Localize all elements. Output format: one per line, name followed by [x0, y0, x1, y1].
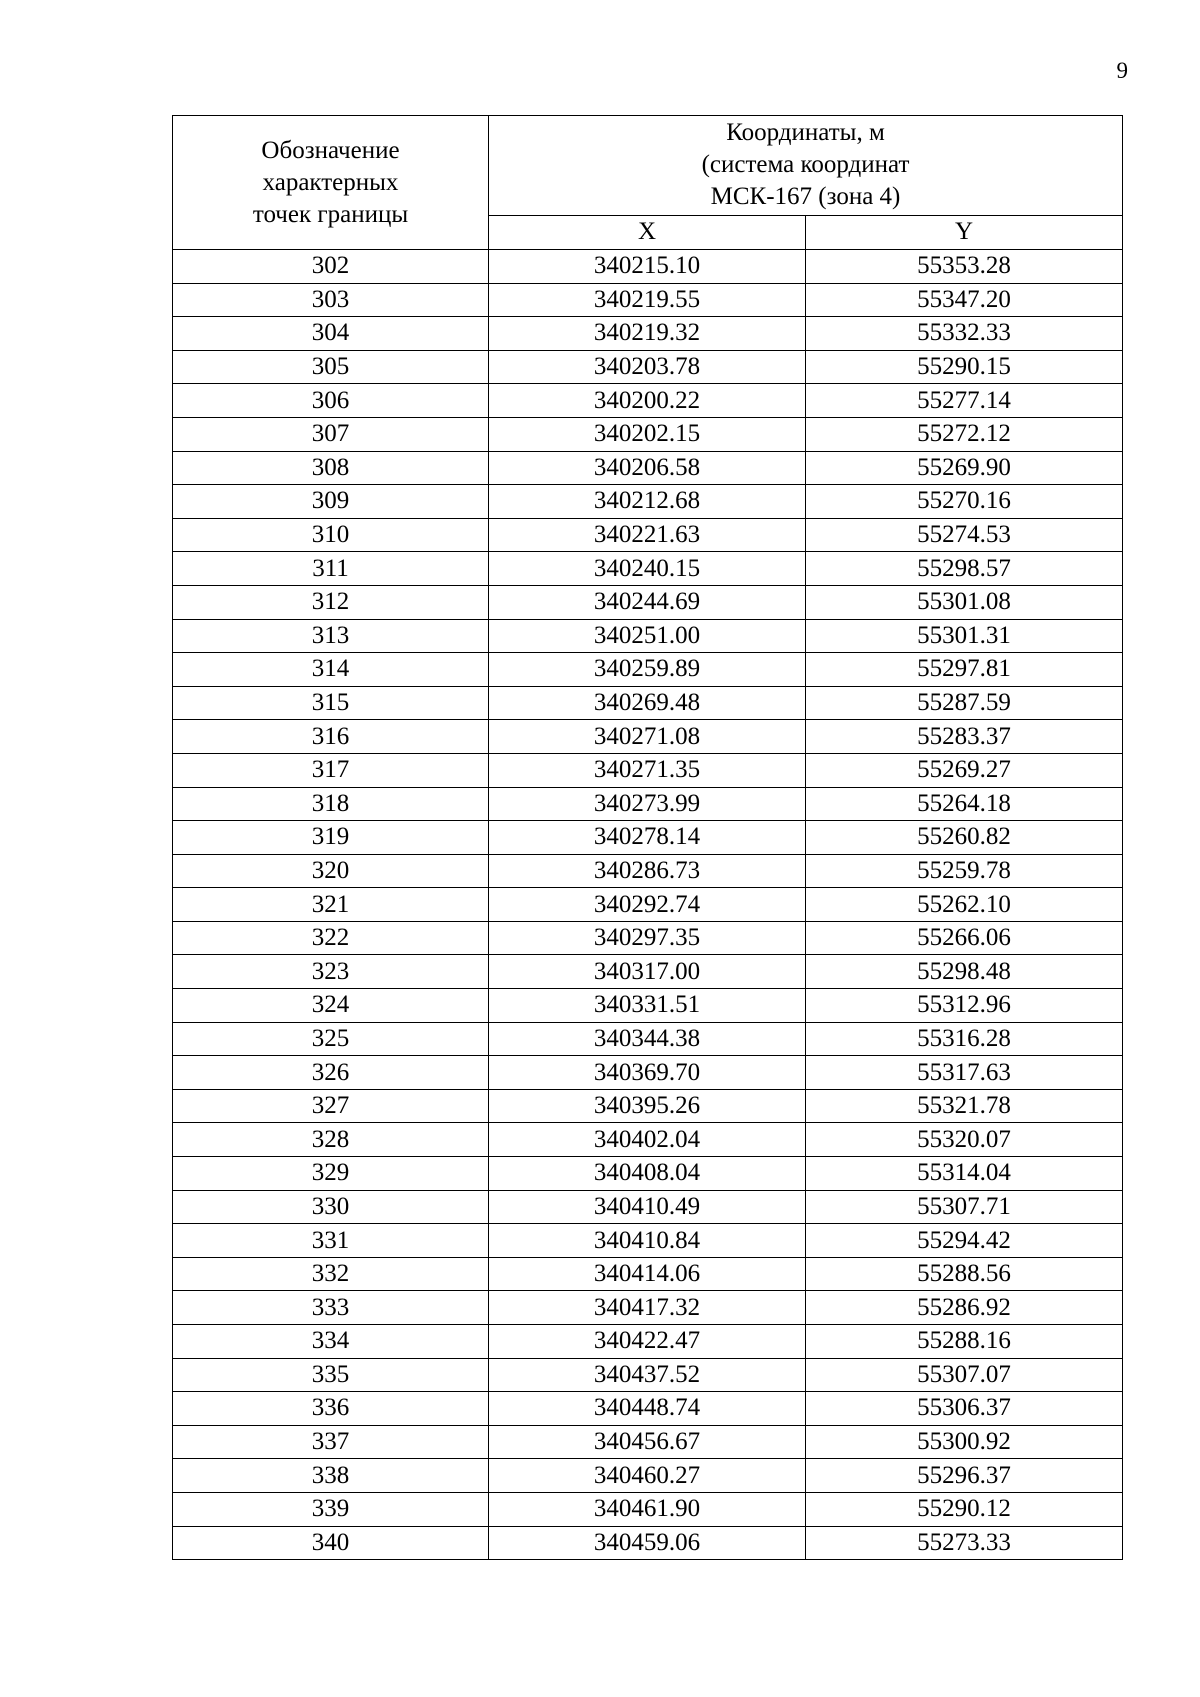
- table-row: [173, 854, 1123, 888]
- cell-x: 340459.06: [489, 1526, 806, 1560]
- cell-x: 340240.15: [489, 552, 806, 586]
- cell-x: 340200.22: [489, 384, 806, 418]
- table-row: [173, 753, 1123, 787]
- cell-point: 328: [173, 1123, 489, 1157]
- table-body: [173, 250, 1123, 1560]
- cell-x: 340271.08: [489, 720, 806, 754]
- cell-y: 55320.07: [806, 1123, 1123, 1157]
- table-row: [173, 1325, 1123, 1359]
- cell-y: 55316.28: [806, 1022, 1123, 1056]
- cell-x: 340203.78: [489, 350, 806, 384]
- cell-point: 307: [173, 417, 489, 451]
- cell-y: 55298.48: [806, 955, 1123, 989]
- cell-x: 340286.73: [489, 854, 806, 888]
- table-row: [173, 317, 1123, 351]
- cell-x: 340292.74: [489, 888, 806, 922]
- cell-y: 55262.10: [806, 888, 1123, 922]
- cell-x: 340206.58: [489, 451, 806, 485]
- cell-y: 55288.56: [806, 1257, 1123, 1291]
- table-row: [173, 921, 1123, 955]
- header-point-designation-label: Обозначение характерных точек границы: [252, 136, 409, 228]
- table-row: [173, 1056, 1123, 1090]
- cell-y: 55260.82: [806, 821, 1123, 855]
- cell-y: 55296.37: [806, 1459, 1123, 1493]
- cell-point: 303: [173, 283, 489, 317]
- table-row: [173, 821, 1123, 855]
- cell-x: 340259.89: [489, 653, 806, 687]
- cell-y: 55259.78: [806, 854, 1123, 888]
- cell-point: 324: [173, 989, 489, 1023]
- table-row: [173, 417, 1123, 451]
- cell-point: 325: [173, 1022, 489, 1056]
- cell-y: 55266.06: [806, 921, 1123, 955]
- cell-x: 340402.04: [489, 1123, 806, 1157]
- cell-point: 326: [173, 1056, 489, 1090]
- cell-point: 318: [173, 787, 489, 821]
- cell-y: 55306.37: [806, 1392, 1123, 1426]
- header-point-designation: [173, 116, 489, 250]
- cell-point: 327: [173, 1089, 489, 1123]
- cell-y: 55287.59: [806, 686, 1123, 720]
- cell-x: 340212.68: [489, 485, 806, 519]
- cell-x: 340219.55: [489, 283, 806, 317]
- cell-point: 302: [173, 250, 489, 284]
- cell-y: 55321.78: [806, 1089, 1123, 1123]
- cell-y: 55290.12: [806, 1492, 1123, 1526]
- cell-point: 323: [173, 955, 489, 989]
- cell-y: 55269.27: [806, 753, 1123, 787]
- table-row: [173, 250, 1123, 284]
- cell-x: 340269.48: [489, 686, 806, 720]
- cell-y: 55300.92: [806, 1425, 1123, 1459]
- table-row: [173, 1459, 1123, 1493]
- header-x: X: [489, 215, 806, 249]
- cell-y: 55353.28: [806, 250, 1123, 284]
- cell-x: 340331.51: [489, 989, 806, 1023]
- cell-x: 340244.69: [489, 585, 806, 619]
- cell-point: 308: [173, 451, 489, 485]
- cell-x: 340344.38: [489, 1022, 806, 1056]
- table-row: [173, 619, 1123, 653]
- cell-y: 55298.57: [806, 552, 1123, 586]
- cell-point: 333: [173, 1291, 489, 1325]
- cell-y: 55294.42: [806, 1224, 1123, 1258]
- cell-x: 340271.35: [489, 753, 806, 787]
- cell-x: 340369.70: [489, 1056, 806, 1090]
- cell-x: 340456.67: [489, 1425, 806, 1459]
- table-row: [173, 686, 1123, 720]
- cell-y: 55307.71: [806, 1190, 1123, 1224]
- cell-point: 331: [173, 1224, 489, 1258]
- table-row: [173, 1022, 1123, 1056]
- cell-x: 340221.63: [489, 518, 806, 552]
- table-row: [173, 1089, 1123, 1123]
- cell-point: 314: [173, 653, 489, 687]
- cell-point: 340: [173, 1526, 489, 1560]
- cell-y: 55347.20: [806, 283, 1123, 317]
- cell-point: 311: [173, 552, 489, 586]
- cell-y: 55307.07: [806, 1358, 1123, 1392]
- cell-y: 55283.37: [806, 720, 1123, 754]
- cell-point: 316: [173, 720, 489, 754]
- cell-point: 306: [173, 384, 489, 418]
- table-row: [173, 552, 1123, 586]
- cell-y: 55301.31: [806, 619, 1123, 653]
- cell-point: 339: [173, 1492, 489, 1526]
- cell-y: 55297.81: [806, 653, 1123, 687]
- cell-y: 55269.90: [806, 451, 1123, 485]
- cell-y: 55286.92: [806, 1291, 1123, 1325]
- cell-x: 340317.00: [489, 955, 806, 989]
- cell-y: 55272.12: [806, 417, 1123, 451]
- table-row: [173, 989, 1123, 1023]
- table-row: [173, 888, 1123, 922]
- cell-y: 55312.96: [806, 989, 1123, 1023]
- table-row: [173, 350, 1123, 384]
- cell-x: 340437.52: [489, 1358, 806, 1392]
- cell-point: 329: [173, 1157, 489, 1191]
- cell-point: 332: [173, 1257, 489, 1291]
- boundary-coordinates-table: [172, 115, 1123, 1560]
- cell-point: 317: [173, 753, 489, 787]
- header-coordinates-label: Координаты, м (система координат МСК-167 (зона 4): [701, 119, 910, 211]
- cell-x: 340448.74: [489, 1392, 806, 1426]
- cell-y: 55288.16: [806, 1325, 1123, 1359]
- cell-point: 336: [173, 1392, 489, 1426]
- cell-x: 340215.10: [489, 250, 806, 284]
- table-row: [173, 1358, 1123, 1392]
- cell-y: 55274.53: [806, 518, 1123, 552]
- table-row: [173, 1224, 1123, 1258]
- cell-y: 55332.33: [806, 317, 1123, 351]
- cell-y: 55264.18: [806, 787, 1123, 821]
- cell-y: 55277.14: [806, 384, 1123, 418]
- table-row: [173, 283, 1123, 317]
- table-row: [173, 955, 1123, 989]
- cell-point: 313: [173, 619, 489, 653]
- table-row: [173, 1392, 1123, 1426]
- table-row: [173, 1526, 1123, 1560]
- cell-point: 310: [173, 518, 489, 552]
- cell-x: 340410.49: [489, 1190, 806, 1224]
- cell-x: 340395.26: [489, 1089, 806, 1123]
- cell-x: 340410.84: [489, 1224, 806, 1258]
- cell-point: 330: [173, 1190, 489, 1224]
- cell-x: 340297.35: [489, 921, 806, 955]
- cell-point: 305: [173, 350, 489, 384]
- cell-x: 340251.00: [489, 619, 806, 653]
- cell-x: 340219.32: [489, 317, 806, 351]
- cell-point: 320: [173, 854, 489, 888]
- cell-point: 335: [173, 1358, 489, 1392]
- cell-y: 55270.16: [806, 485, 1123, 519]
- cell-point: 334: [173, 1325, 489, 1359]
- cell-x: 340461.90: [489, 1492, 806, 1526]
- table-row: [173, 585, 1123, 619]
- table-row: [173, 720, 1123, 754]
- cell-y: 55317.63: [806, 1056, 1123, 1090]
- cell-x: 340273.99: [489, 787, 806, 821]
- cell-x: 340414.06: [489, 1257, 806, 1291]
- cell-point: 338: [173, 1459, 489, 1493]
- cell-point: 337: [173, 1425, 489, 1459]
- cell-point: 309: [173, 485, 489, 519]
- table-row: [173, 1291, 1123, 1325]
- page-number: 9: [1116, 58, 1128, 83]
- table-row: [173, 1190, 1123, 1224]
- table-row: [173, 653, 1123, 687]
- cell-x: 340202.15: [489, 417, 806, 451]
- cell-point: 321: [173, 888, 489, 922]
- cell-y: 55290.15: [806, 350, 1123, 384]
- table-row: [173, 1492, 1123, 1526]
- cell-point: 322: [173, 921, 489, 955]
- cell-point: 315: [173, 686, 489, 720]
- table-row: [173, 384, 1123, 418]
- cell-x: 340460.27: [489, 1459, 806, 1493]
- cell-x: 340422.47: [489, 1325, 806, 1359]
- header-y: Y: [806, 215, 1123, 249]
- cell-y: 55301.08: [806, 585, 1123, 619]
- table-row: [173, 1257, 1123, 1291]
- cell-point: 304: [173, 317, 489, 351]
- table-row: [173, 1157, 1123, 1191]
- cell-y: 55314.04: [806, 1157, 1123, 1191]
- table-row: [173, 485, 1123, 519]
- table-row: [173, 1425, 1123, 1459]
- header-coordinates: [489, 116, 1123, 216]
- cell-y: 55273.33: [806, 1526, 1123, 1560]
- table-row: [173, 518, 1123, 552]
- table-row: [173, 1123, 1123, 1157]
- cell-x: 340278.14: [489, 821, 806, 855]
- cell-x: 340417.32: [489, 1291, 806, 1325]
- table-row: [173, 787, 1123, 821]
- table-row: [173, 451, 1123, 485]
- cell-point: 319: [173, 821, 489, 855]
- cell-point: 312: [173, 585, 489, 619]
- cell-x: 340408.04: [489, 1157, 806, 1191]
